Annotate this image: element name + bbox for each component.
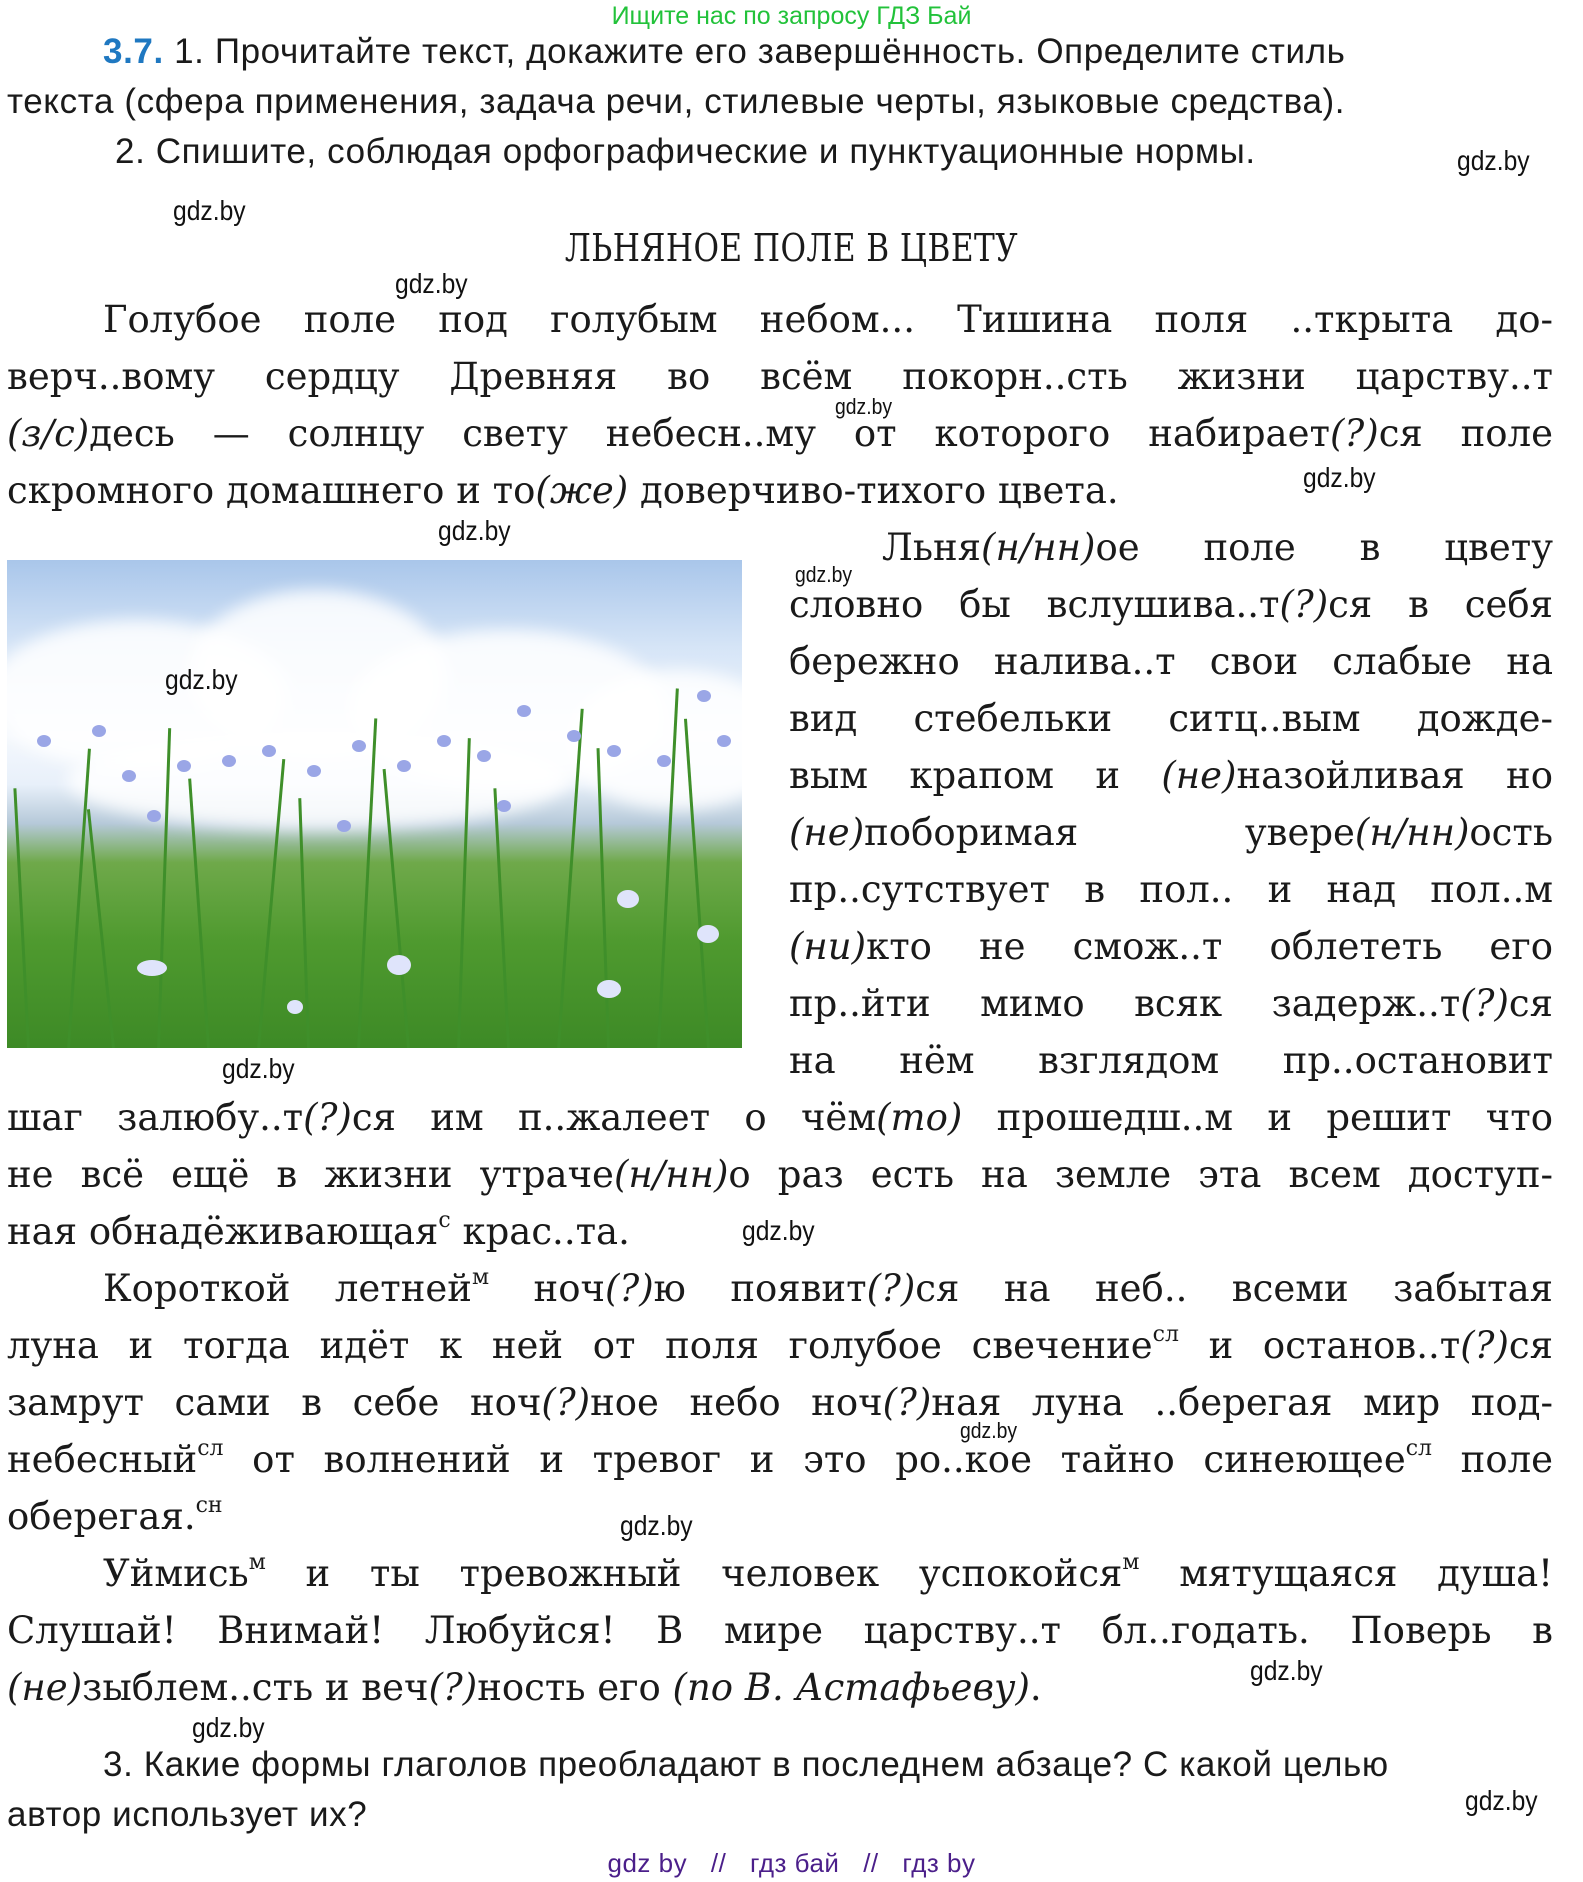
text-line: бережно налива..т свои слабые на <box>789 640 1553 683</box>
text-line: скромного домашнего и то(же) доверчиво-тихого цвета. <box>7 469 1119 512</box>
watermark: gdz.by <box>222 1053 295 1084</box>
watermark: gdz.by <box>192 1712 265 1743</box>
footer-links <box>0 1848 1583 1879</box>
text-line: Уймись$^м$ и ты тревожный человек успокойся$^м$ мятущаяся душа! <box>103 1550 1553 1595</box>
text-line: (не)зыблем..сть и веч(?)ность его (по В. Астафьеву). <box>7 1666 1042 1709</box>
flax-field-photo <box>7 560 742 1048</box>
footer-link-gdz-by-cyr[interactable]: гдз by <box>902 1848 976 1878</box>
text-line: Голубое поле под голубым небом... Тишина поля ..ткрыта до- <box>103 298 1553 341</box>
footer-separator: // <box>710 1848 727 1878</box>
text-line: (не)поборимая увере(н/нн)ость <box>789 811 1553 854</box>
watermark: gdz.by <box>742 1215 815 1246</box>
watermark: gdz.by <box>1465 1785 1538 1816</box>
text-line: верч..вому сердцу Древняя во всём покорн..сть жизни царству..т <box>7 355 1553 398</box>
text-line: шаг залюбу..т(?)ся им п..жалеет о чём(то) прошедш..м и решит что <box>7 1096 1553 1139</box>
text-line: Льня(н/нн)ое поле в цвету <box>882 526 1553 569</box>
task-3-line-1: 3. Какие формы глаголов преобладают в последнем абзаце? С какой целью <box>103 1745 1389 1784</box>
text-line: Слушай! Внимай! Любуйся! В мире царству..т бл..годать. Поверь в <box>7 1609 1553 1652</box>
task-2: 2. Спишите, соблюдая орфографические и пунктуационные нормы. <box>115 132 1256 171</box>
footer-link-gdz-bai[interactable]: гдз бай <box>750 1848 840 1878</box>
text-line: на нём взглядом пр..остановит <box>789 1039 1553 1082</box>
text-line: оберегая.$^{сн}$ <box>7 1493 223 1538</box>
task-1-text: 1. Прочитайте текст, докажите его завершённость. Определите стиль <box>174 32 1346 71</box>
text-line: небесный$^{сл}$ от волнений и тревог и это ро..кое тайно синеющее$^{сл}$ поле <box>7 1436 1554 1481</box>
source-attribution: (по В. Астафьеву) <box>672 1666 1030 1709</box>
watermark: gdz.by <box>438 515 511 546</box>
watermark: gdz.by <box>1250 1655 1323 1686</box>
search-hint: Ищите нас по запросу ГДЗ Бай <box>611 2 972 30</box>
watermark: gdz.by <box>795 562 853 587</box>
text-line: вым крапом и (не)назойливая но <box>789 754 1553 797</box>
text-line: (ни)кто не смож..т облететь его <box>789 925 1553 968</box>
watermark: gdz.by <box>1457 145 1530 176</box>
footer-link-gdz-by[interactable]: gdz by <box>607 1848 688 1878</box>
text-line: не всё ещё в жизни утраче(н/нн)о раз есть на земле эта всем доступ- <box>7 1153 1553 1196</box>
watermark: gdz.by <box>173 195 246 226</box>
watermark: gdz.by <box>165 664 238 695</box>
watermark: gdz.by <box>1303 462 1376 493</box>
watermark: gdz.by <box>620 1510 693 1541</box>
watermark: gdz.by <box>960 1418 1018 1443</box>
footer-separator: // <box>863 1848 879 1878</box>
text-title: ЛЬНЯНОЕ ПОЛЕ В ЦВЕТУ <box>564 226 1019 270</box>
task-1-line-2: текста (сфера применения, задача речи, стилевые черты, языковые средства). <box>7 82 1346 121</box>
text-line: вид стебельки ситц..вым дожде- <box>789 697 1553 740</box>
text-line: (з/с)десь — солнцу свету небесн..му от которого набирает(?)ся поле <box>7 412 1553 455</box>
watermark: gdz.by <box>395 268 468 299</box>
text-line: замрут сами в себе ноч(?)ное небо ноч(?)ная луна ..берегая мир под- <box>7 1381 1553 1424</box>
watermark: gdz.by <box>835 394 893 419</box>
task-1-line-1 <box>103 32 1346 72</box>
text-line: луна и тогда идёт к ней от поля голубое свечение$^{сл}$ и останов..т(?)ся <box>7 1322 1553 1367</box>
task-3-line-2: автор использует их? <box>7 1795 368 1834</box>
text-line: Короткой летней$^м$ ноч(?)ю появит(?)ся на неб.. всеми забытая <box>103 1265 1553 1310</box>
text-line: пр..сутствует в пол.. и над пол..м <box>789 868 1553 911</box>
text-line: ная обнадёживающая$^с$ крас..та. <box>7 1208 630 1253</box>
exercise-number: 3.7. <box>103 32 164 71</box>
text-line: словно бы вслушива..т(?)ся в себя <box>789 583 1553 626</box>
text-line: пр..йти мимо всяк задерж..т(?)ся <box>789 982 1553 1025</box>
